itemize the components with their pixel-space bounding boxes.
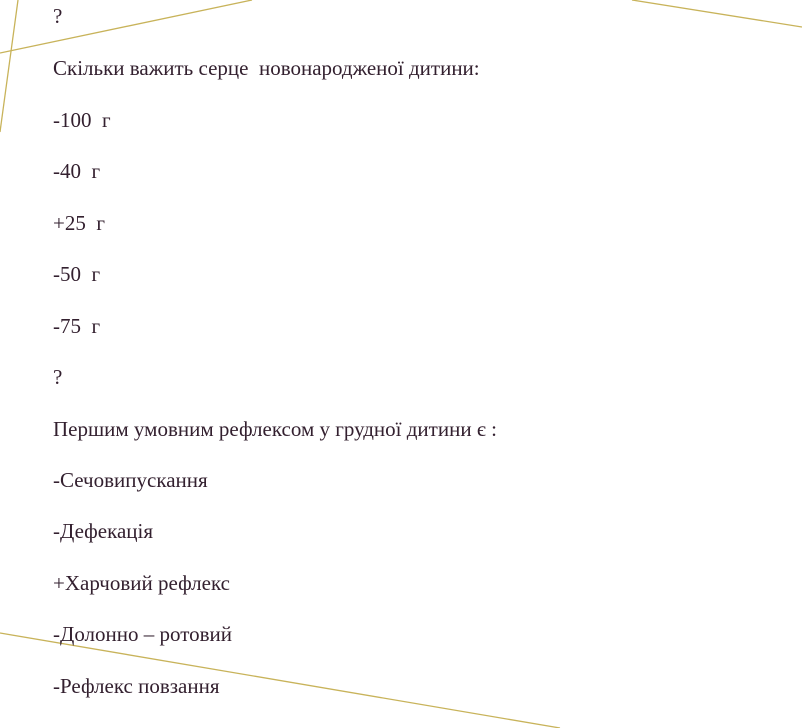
answer-option: -Рефлекс повзання (53, 674, 220, 698)
deco-line-left-vertical (0, 0, 18, 132)
answer-option: -50 г (53, 262, 101, 286)
deco-line-top-left-diagonal (0, 0, 252, 53)
question-mark-1: ? (53, 4, 63, 28)
answer-option: -100 г (53, 108, 111, 132)
answer-option-correct: +25 г (53, 211, 105, 235)
question-2-text: Першим умовним рефлексом у грудної дитини є : (53, 417, 497, 441)
answer-option: -75 г (53, 314, 101, 338)
question-1-text: Скільки важить серце новонародженої дитини: (53, 56, 480, 80)
answer-option-correct: +Харчовий рефлекс (53, 571, 230, 595)
answer-option: -Долонно – ротовий (53, 622, 233, 646)
answer-option: -40 г (53, 159, 101, 183)
answer-option: -Дефекація (53, 519, 154, 543)
deco-line-top-right (632, 0, 802, 27)
question-mark-2: ? (53, 365, 63, 389)
answer-option: -Сечовипускання (53, 468, 208, 492)
